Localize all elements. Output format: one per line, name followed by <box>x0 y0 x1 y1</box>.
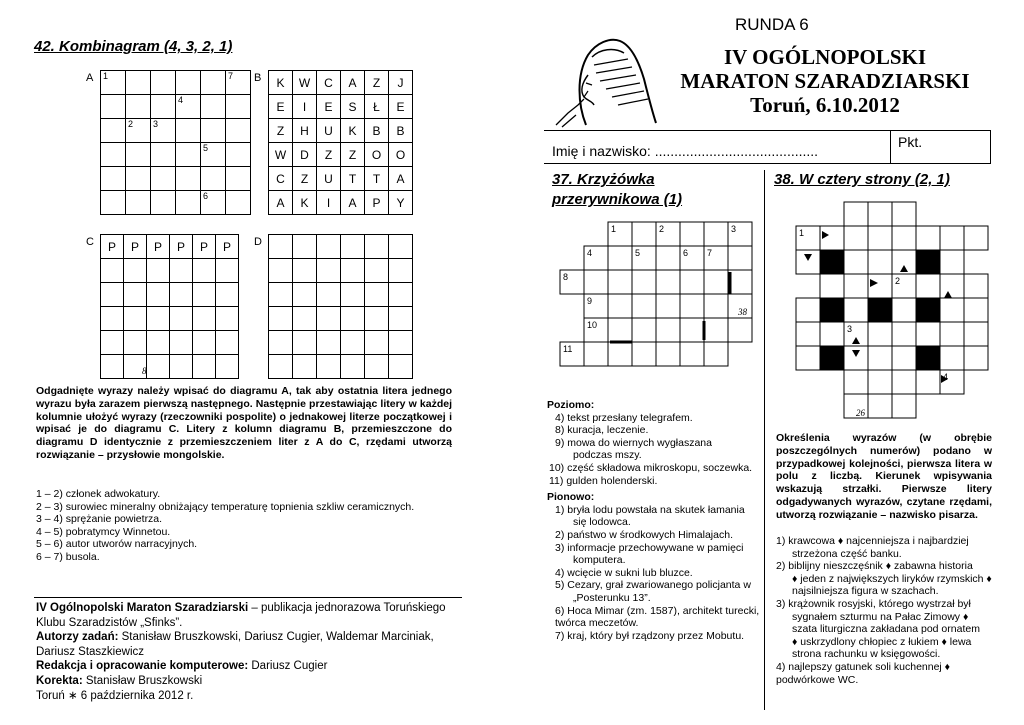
clue-line: 6 – 7) busola. <box>36 550 100 563</box>
cell-number: 10 <box>587 320 598 330</box>
cell-number: 7 <box>707 248 713 258</box>
corner-number: 26 <box>856 408 865 418</box>
kombinagram-title: 42. Kombinagram (4, 3, 2, 1) <box>34 38 233 55</box>
cztery-clues: 1) krawcowa ♦ najcenniejsza i najbardziej strzeżona część banku. 2) biblijny nieszczęśnik ♦ zabawna historia ♦ jeden z największych liryków rzymskich ♦ najsilniejsza figura w szachach. 3) krążownik rosyjski, którego wystrzał był sygnałem szturmu na Pałac Zimowy ♦ szata liturgiczna zakładana pod ornatem ♦ uskrzydlony chłopiec z łukiem ♦ lewa strona rachunku w księgowości. 4) najlepszy gatunek soli kuchennej ♦ podwórkowe WC. <box>776 535 992 686</box>
grid-cell[interactable]: 7 <box>226 71 251 95</box>
grid-b: K W C A Z J E I E S Ł E Z H U K B B W D Z Z O O C Z U T T A A K I A P Y <box>268 70 413 215</box>
name-field[interactable]: Imię i nazwisko: .......................................... <box>552 143 819 159</box>
grid-c-corner-number: 8 <box>142 366 147 376</box>
cztery-grid <box>796 202 996 424</box>
grid-a-label: A <box>86 72 94 84</box>
cell-number: 3 <box>731 224 737 234</box>
clue-line: 4 – 5) pobratymcy Winnetou. <box>36 525 171 538</box>
krzyzowka-clues: Poziomo: 4) tekst przesłany telegrafem. 8) kuracja, leczenie. 9) mowa do wiernych wygłaszana podczas mszy. 10) część składowa mikroskopu, soczewka. 11) gulden holenderski. Pionowo: 1) bryła lodu powstała na skutek łamania się lodowca. 2) państwo w środkowych Himalajach. 3) informacje przechowywane w pamięci komputera. 4) wcięcie w sukni lub bluzce. 5) Cezary, grał zwariowanego policjanta w „Posterunku 13”. 6) Hoca Mimar (zm. 1587), architekt turecki, twórca meczetów. 7) kraj, który był rządzony przez Mobutu. <box>547 399 760 642</box>
clue-line: 5 – 6) autor utworów narracyjnych. <box>36 538 198 551</box>
grid-cell[interactable]: 1 <box>101 71 126 95</box>
cell-number: 4 <box>587 248 593 258</box>
grid-b-label: B <box>254 72 262 84</box>
grid-cell[interactable]: 3 <box>151 119 176 143</box>
grid-cell[interactable]: 6 <box>201 191 226 215</box>
grid-a <box>100 70 251 215</box>
cell-number: 2 <box>659 224 665 234</box>
credits-divider <box>34 597 462 598</box>
grid-c: P P P P P P <box>100 234 239 379</box>
kombinagram-clues <box>36 488 456 564</box>
clue-line: 1 – 2) członek adwokatury. <box>36 488 161 500</box>
cztery-title: 38. W cztery strony (2, 1) <box>774 171 950 188</box>
grid-cell[interactable]: 2 <box>126 119 151 143</box>
sphinx-logo <box>548 35 658 127</box>
grid-d-label: D <box>254 236 262 248</box>
cell-number: 4 <box>943 372 949 382</box>
cell-number: 9 <box>587 296 593 306</box>
cell-number: 3 <box>847 324 853 334</box>
cztery-description: Określenia wyrazów (w obrębie poszczególnych numerów) podano w przypadkowej kolejności, pierwsza litera w polu z liczbą. Kierunek wpisywania wskazują strzałki. Pierwsze litery odgadywanych wyrazów, czytane rzędami, utworzą rozwiązanie – nazwisko pisarza. <box>776 432 992 521</box>
krzyzowka-title: 37. Krzyżówka przerywnikowa (1) <box>552 171 683 208</box>
corner-number: 38 <box>738 307 747 317</box>
grid-c-label: C <box>86 236 94 248</box>
round-label: RUNDA 6 <box>735 15 809 34</box>
cell-number: 5 <box>635 248 641 258</box>
clue-line: 2 – 3) surowiec mineralny obniżający temperaturę topnienia szkliw ceramicznych. <box>36 500 415 513</box>
points-field[interactable]: Pkt. <box>898 134 923 150</box>
clue-line: 3 – 4) sprężanie powietrza. <box>36 513 163 526</box>
cell-number: 8 <box>563 272 569 282</box>
credits: IV Ogólnopolski Maraton Szaradziarski – publikacja jednorazowa Toruńskiego Klubu Szaradzistów „Sfinks”. Autorzy zadań: Stanisław Bruszkowski, Dariusz Cugier, Waldemar Marciniak, Dariusz Staszkiewicz Redakcja i opracowanie komputerowe: Dariusz Cugier Korekta: Stanisław Bruszkowski Toruń ∗ 6 października 2012 r. <box>36 602 446 702</box>
cell-number: 11 <box>563 344 573 354</box>
grid-cell[interactable]: 5 <box>201 143 226 167</box>
cell-number: 2 <box>895 276 901 286</box>
grid-cell[interactable]: 4 <box>176 95 201 119</box>
column-divider <box>764 170 765 710</box>
kombinagram-description: Odgadnięte wyrazy należy wpisać do diagramu A, tak aby ostatnia litera jednego wyrazu była zarazem pierwszą następnego. Następnie przestawiając litery w każdej kolumnie ułożyć wyrazy (rzeczowniki pospolite) o jednakowej literze początkowej i wpisać je do diagramu C. Litery z kolumn diagramu B, przemieszczone do diagramu D identycznie z przemieszczeniem liter z A do C, rzędami utworzą rozwiązanie – przysłowie mongolskie. <box>36 385 452 461</box>
cell-number: 6 <box>683 248 689 258</box>
krzyzowka-grid <box>560 222 760 372</box>
grid-d <box>268 234 413 379</box>
cell-number: 1 <box>799 228 805 238</box>
marathon-title: IV OGÓLNOPOLSKI MARATON SZARADZIARSKI Toruń, 6.10.2012 <box>680 45 970 117</box>
cell-number: 1 <box>611 224 617 234</box>
